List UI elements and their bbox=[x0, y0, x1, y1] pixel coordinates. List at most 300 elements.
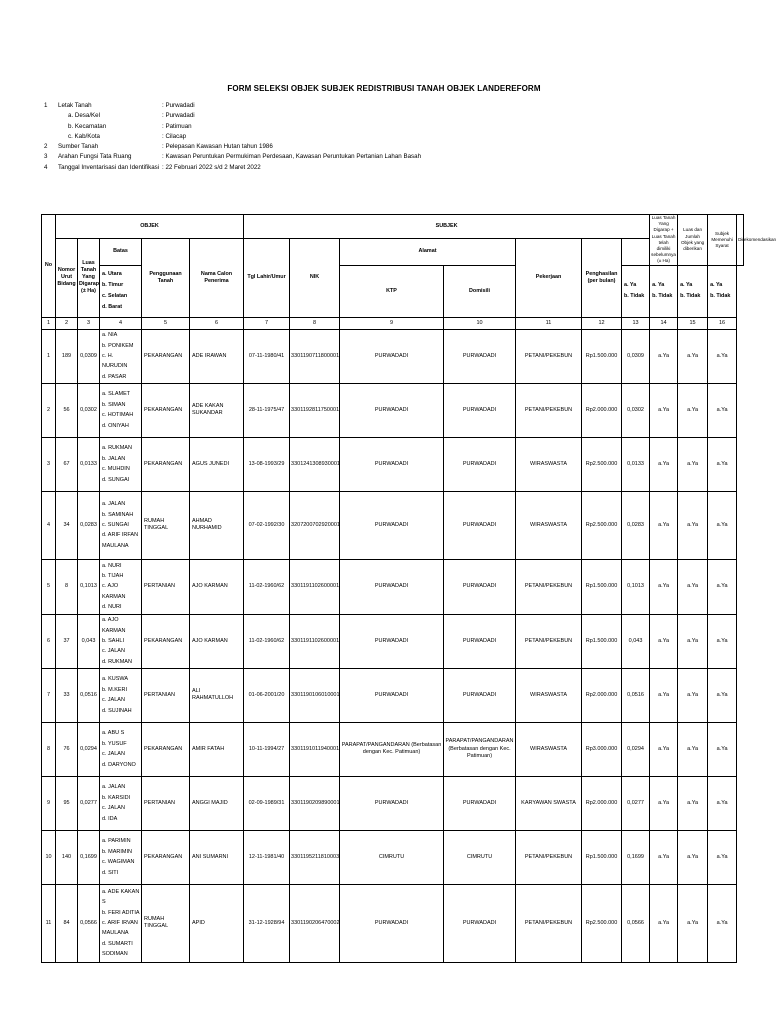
row-direkomendasikan: a.Ya bbox=[708, 830, 737, 884]
table-row bbox=[42, 383, 744, 437]
row-penghasilan: Rp2.500.000 bbox=[582, 491, 622, 559]
batas-line: d. ARIF IRFAN bbox=[102, 532, 139, 539]
table-row bbox=[42, 491, 744, 559]
row-direkomendasikan: a.Ya bbox=[708, 722, 737, 776]
row-no: 7 bbox=[42, 668, 56, 722]
batas-line: c. ARIF IRVAN bbox=[102, 919, 138, 926]
column-number: 13 bbox=[622, 317, 650, 329]
batas-line: d. ONIYAH bbox=[102, 422, 129, 429]
column-number: 1 bbox=[42, 317, 56, 329]
row-batas bbox=[100, 722, 142, 776]
row-penghasilan: Rp2.000.000 bbox=[582, 776, 622, 830]
row-luas-jumlah: a.Ya bbox=[650, 884, 678, 962]
row-pekerjaan: WIRASWASTA bbox=[516, 722, 582, 776]
row-luas: 0,0566 bbox=[78, 884, 100, 962]
column-number: 10 bbox=[444, 317, 516, 329]
row-nama: ADE IRAWAN bbox=[190, 329, 244, 383]
row-penggunaan: PEKARANGAN bbox=[142, 830, 190, 884]
row-luas: 0,043 bbox=[78, 614, 100, 668]
header-nama: Nama Calon Penerima bbox=[190, 239, 244, 318]
info-number: 4 bbox=[44, 163, 48, 171]
batas-line: c. JALAN bbox=[102, 697, 125, 704]
ya-tidak-label: a. Ya bbox=[624, 282, 637, 289]
batas-line: a. JALAN bbox=[102, 501, 126, 508]
header-luas-jumlah: Luas dan Jumlah Objek yang diberikan bbox=[678, 215, 708, 266]
row-domisili: PURWADADI bbox=[444, 776, 516, 830]
row-nomor: 84 bbox=[56, 884, 78, 962]
row-no: 8 bbox=[42, 722, 56, 776]
ya-tidak-label: a. Ya bbox=[710, 282, 723, 289]
batas-line: a. PARIMIN bbox=[102, 838, 131, 845]
row-luas-jumlah: a.Ya bbox=[650, 437, 678, 491]
column-number: 6 bbox=[190, 317, 244, 329]
batas-line: b. KARSIDI bbox=[102, 794, 131, 801]
row-luas-total: 0,1013 bbox=[622, 559, 650, 614]
header-direkomendasikan: Direkomendasikan bbox=[737, 215, 744, 266]
batas-line: d. PASAR bbox=[102, 373, 127, 380]
row-luas-jumlah: a.Ya bbox=[650, 491, 678, 559]
row-nik: 3301191102600001 bbox=[290, 614, 340, 668]
row-ktp: PURWADADI bbox=[340, 437, 444, 491]
batas-line: d. NURI bbox=[102, 604, 122, 611]
ya-tidak-label: a. Ya bbox=[680, 282, 693, 289]
batas-line: b. SIMAN bbox=[102, 401, 126, 408]
header-ktp: KTP bbox=[340, 265, 444, 317]
row-tgl-lahir: 13-08-1993/29 bbox=[244, 437, 290, 491]
row-luas: 0,0277 bbox=[78, 776, 100, 830]
header-ya-tidak-16 bbox=[708, 265, 737, 317]
row-ktp: PURWADADI bbox=[340, 776, 444, 830]
row-tgl-lahir: 07-02-1992/30 bbox=[244, 491, 290, 559]
column-number-row bbox=[42, 317, 744, 329]
batas-line: b. PONIKEM bbox=[102, 342, 134, 349]
batas-line: a. AJO KARMAN bbox=[102, 617, 126, 634]
row-memenuhi-syarat: a.Ya bbox=[678, 383, 708, 437]
row-penghasilan: Rp2.500.000 bbox=[582, 437, 622, 491]
info-number bbox=[44, 122, 58, 132]
row-domisili: PURWADADI bbox=[444, 614, 516, 668]
header-luas: Luas Tanah Yang Digarap (± Ha) bbox=[78, 239, 100, 318]
batas-line: a. KUSWA bbox=[102, 676, 129, 683]
batas-line: d. SUJINAH bbox=[102, 707, 132, 714]
row-pekerjaan: PETANI/PEKEBUN bbox=[516, 383, 582, 437]
row-luas-total: 0,0133 bbox=[622, 437, 650, 491]
row-penggunaan: PERTANIAN bbox=[142, 668, 190, 722]
row-nomor: 8 bbox=[56, 559, 78, 614]
row-batas bbox=[100, 559, 142, 614]
batas-line: a. NURI bbox=[102, 562, 122, 569]
info-row bbox=[44, 152, 421, 162]
header-batas: Batas bbox=[100, 239, 142, 266]
row-nik: 3301190209890001 bbox=[290, 776, 340, 830]
row-penghasilan: Rp1.500.000 bbox=[582, 614, 622, 668]
row-nik: 3301191102600001 bbox=[290, 559, 340, 614]
info-label: a. Desa/Kel bbox=[68, 112, 100, 120]
row-nama: ALI RAHMATULLOH bbox=[190, 668, 244, 722]
batas-line: a. ADE KAKAN S bbox=[102, 888, 140, 906]
info-number: 1 bbox=[44, 102, 48, 109]
row-memenuhi-syarat: a.Ya bbox=[678, 668, 708, 722]
batas-line: d. SITI bbox=[102, 869, 119, 876]
row-pekerjaan: PETANI/PEKEBUN bbox=[516, 884, 582, 962]
row-luas-total: 0,0309 bbox=[622, 329, 650, 383]
row-nomor: 34 bbox=[56, 491, 78, 559]
selection-table bbox=[41, 214, 776, 963]
table-row bbox=[42, 668, 744, 722]
row-luas: 0,0302 bbox=[78, 383, 100, 437]
row-pekerjaan: KARYAWAN SWASTA bbox=[516, 776, 582, 830]
row-direkomendasikan: a.Ya bbox=[708, 329, 737, 383]
row-luas-total: 0,0294 bbox=[622, 722, 650, 776]
header-domisili: Domisili bbox=[444, 265, 516, 317]
column-number: 15 bbox=[678, 317, 708, 329]
row-nama: AJO KARMAN bbox=[190, 614, 244, 668]
info-number bbox=[44, 132, 58, 142]
info-value: : Purwadadi bbox=[162, 102, 195, 109]
row-luas: 0,0133 bbox=[78, 437, 100, 491]
table-row bbox=[42, 830, 744, 884]
row-luas-total: 0,0566 bbox=[622, 884, 650, 962]
header-penggunaan: Penggunaan Tanah bbox=[142, 239, 190, 318]
batas-line: c. JALAN bbox=[102, 805, 125, 812]
row-pekerjaan: WIRASWASTA bbox=[516, 491, 582, 559]
row-tgl-lahir: 28-11-1975/47 bbox=[244, 383, 290, 437]
row-penghasilan: Rp2.000.000 bbox=[582, 668, 622, 722]
table-row bbox=[42, 776, 744, 830]
batas-line: d. SUMARTI bbox=[102, 940, 133, 947]
info-number: 2 bbox=[44, 143, 48, 151]
header-subjek: SUBJEK bbox=[244, 215, 650, 239]
row-pekerjaan: WIRASWASTA bbox=[516, 668, 582, 722]
row-no: 3 bbox=[42, 437, 56, 491]
column-number: 5 bbox=[142, 317, 190, 329]
batas-direction-label: a. Utara bbox=[102, 271, 122, 278]
row-batas bbox=[100, 329, 142, 383]
row-luas-jumlah: a.Ya bbox=[650, 614, 678, 668]
row-batas bbox=[100, 383, 142, 437]
info-row bbox=[44, 142, 421, 152]
row-luas-jumlah: a.Ya bbox=[650, 830, 678, 884]
row-nik: 3301190206470002 bbox=[290, 884, 340, 962]
row-memenuhi-syarat: a.Ya bbox=[678, 329, 708, 383]
row-penggunaan: RUMAH TINGGAL bbox=[142, 884, 190, 962]
row-no: 10 bbox=[42, 830, 56, 884]
row-ktp: PURWADADI bbox=[340, 668, 444, 722]
batas-line: d. SUNGAI bbox=[102, 476, 130, 483]
row-penggunaan: PEKARANGAN bbox=[142, 722, 190, 776]
batas-line: a. RUKMAN bbox=[102, 445, 132, 452]
row-tgl-lahir: 02-09-1989/31 bbox=[244, 776, 290, 830]
table-row bbox=[42, 884, 744, 962]
row-no: 1 bbox=[42, 329, 56, 383]
row-penggunaan: PERTANIAN bbox=[142, 776, 190, 830]
batas-line: b. M.KERI bbox=[102, 686, 128, 693]
row-nomor: 37 bbox=[56, 614, 78, 668]
row-nama: AHMAD NURHAMID bbox=[190, 491, 244, 559]
row-domisili: PURWADADI bbox=[444, 437, 516, 491]
row-batas bbox=[100, 830, 142, 884]
table-row bbox=[42, 559, 744, 614]
row-penggunaan: PEKARANGAN bbox=[142, 329, 190, 383]
batas-line: d. IDA bbox=[102, 815, 118, 822]
column-number: 11 bbox=[516, 317, 582, 329]
row-nomor: 67 bbox=[56, 437, 78, 491]
row-luas-jumlah: a.Ya bbox=[650, 559, 678, 614]
info-value: : Kawasan Peruntukan Permukiman Perdesaan, Kawasan Peruntukan Pertanian Lahan Basah bbox=[162, 153, 422, 161]
row-nama: AGUS JUNEDI bbox=[190, 437, 244, 491]
column-number: 12 bbox=[582, 317, 622, 329]
header-ya-tidak-15 bbox=[678, 265, 708, 317]
row-nik: 3301190106010001 bbox=[290, 668, 340, 722]
row-domisili: PARAPAT/PANGANDARAN (Berbatasan dengan Kec. Patimuan) bbox=[444, 722, 516, 776]
row-nik: 3301192811750001 bbox=[290, 383, 340, 437]
row-penggunaan: PEKARANGAN bbox=[142, 437, 190, 491]
info-label: Tanggal Inventarisasi dan Identifikasi bbox=[58, 163, 160, 171]
row-nama: AJO KARMAN bbox=[190, 559, 244, 614]
row-ktp: CIMRUTU bbox=[340, 830, 444, 884]
table-row bbox=[42, 722, 744, 776]
row-luas-jumlah: a.Ya bbox=[650, 329, 678, 383]
row-tgl-lahir: 01-06-2001/20 bbox=[244, 668, 290, 722]
column-number: 9 bbox=[340, 317, 444, 329]
batas-line: c. WAGIMAN bbox=[102, 859, 135, 866]
batas-line: c. JALAN bbox=[102, 751, 125, 758]
column-number: 16 bbox=[708, 317, 737, 329]
batas-line: c. MUHDIN bbox=[102, 466, 130, 473]
row-nomor: 56 bbox=[56, 383, 78, 437]
header-ya-tidak-14 bbox=[650, 265, 678, 317]
row-no: 9 bbox=[42, 776, 56, 830]
row-penggunaan: PEKARANGAN bbox=[142, 383, 190, 437]
header-no: No bbox=[42, 215, 56, 318]
row-tgl-lahir: 31-12-1928/94 bbox=[244, 884, 290, 962]
batas-line: MAULANA bbox=[102, 542, 129, 549]
row-luas-total: 0,043 bbox=[622, 614, 650, 668]
info-row bbox=[44, 122, 421, 132]
row-no: 11 bbox=[42, 884, 56, 962]
row-pekerjaan: WIRASWASTA bbox=[516, 437, 582, 491]
row-luas-jumlah: a.Ya bbox=[650, 383, 678, 437]
row-luas-jumlah: a.Ya bbox=[650, 722, 678, 776]
row-direkomendasikan: a.Ya bbox=[708, 437, 737, 491]
batas-direction-label: d. Barat bbox=[102, 304, 123, 311]
row-domisili: PURWADADI bbox=[444, 383, 516, 437]
row-luas: 0,0309 bbox=[78, 329, 100, 383]
row-direkomendasikan: a.Ya bbox=[708, 776, 737, 830]
table-row bbox=[42, 437, 744, 491]
row-nik: 3301195211810003 bbox=[290, 830, 340, 884]
info-label: Arahan Fungsi Tata Ruang bbox=[58, 153, 132, 161]
info-row bbox=[44, 132, 421, 142]
row-batas bbox=[100, 437, 142, 491]
row-penghasilan: Rp1.500.000 bbox=[582, 559, 622, 614]
header-pekerjaan: Pekerjaan bbox=[516, 239, 582, 318]
row-nik: 3207200702920001 bbox=[290, 491, 340, 559]
row-memenuhi-syarat: a.Ya bbox=[678, 776, 708, 830]
row-luas: 0,1699 bbox=[78, 830, 100, 884]
info-value: : 22 Februari 2022 s/d 2 Maret 2022 bbox=[162, 163, 261, 171]
row-penghasilan: Rp1.500.000 bbox=[582, 329, 622, 383]
row-luas-total: 0,0283 bbox=[622, 491, 650, 559]
batas-line: b. YUSUF bbox=[102, 740, 127, 747]
row-tgl-lahir: 12-11-1981/40 bbox=[244, 830, 290, 884]
header-memenuhi: Subjek Memenuhi Syarat bbox=[708, 215, 737, 266]
table-row bbox=[42, 614, 744, 668]
row-luas: 0,0283 bbox=[78, 491, 100, 559]
batas-line: b. SAMINAH bbox=[102, 511, 134, 518]
header-nomor: Nomor Urut Bidang bbox=[56, 239, 78, 318]
table-body bbox=[42, 329, 744, 962]
row-no: 5 bbox=[42, 559, 56, 614]
row-pekerjaan: PETANI/PEKEBUN bbox=[516, 329, 582, 383]
row-ktp: PURWADADI bbox=[340, 329, 444, 383]
row-pekerjaan: PETANI/PEKEBUN bbox=[516, 614, 582, 668]
row-luas-total: 0,1699 bbox=[622, 830, 650, 884]
batas-line: SODIMAN bbox=[102, 951, 128, 958]
column-number: 3 bbox=[78, 317, 100, 329]
info-value: : Purwadadi bbox=[162, 112, 195, 120]
row-penghasilan: Rp2.500.000 bbox=[582, 884, 622, 962]
batas-line: b. TIJAH bbox=[102, 573, 124, 580]
table-row bbox=[42, 329, 744, 383]
row-luas: 0,0294 bbox=[78, 722, 100, 776]
column-number: 7 bbox=[244, 317, 290, 329]
row-batas bbox=[100, 776, 142, 830]
batas-direction-label: c. Selatan bbox=[102, 293, 128, 300]
batas-line: b. JALAN bbox=[102, 455, 126, 462]
batas-line: a. NIA bbox=[102, 332, 118, 339]
batas-line: d. DARYONO bbox=[102, 761, 136, 768]
row-direkomendasikan: a.Ya bbox=[708, 383, 737, 437]
row-pekerjaan: PETANI/PEKEBUN bbox=[516, 830, 582, 884]
row-luas-jumlah: a.Ya bbox=[650, 776, 678, 830]
batas-line: a. SLAMET bbox=[102, 391, 131, 398]
row-tgl-lahir: 11-02-1960/62 bbox=[244, 559, 290, 614]
ya-tidak-label: b. Tidak bbox=[710, 293, 731, 300]
batas-line: a. JALAN bbox=[102, 784, 126, 791]
row-nik: 3301241308930001 bbox=[290, 437, 340, 491]
row-nama: ANGGI MAJID bbox=[190, 776, 244, 830]
row-ktp: PURWADADI bbox=[340, 383, 444, 437]
header-ya-tidak-13 bbox=[622, 265, 650, 317]
row-domisili: PURWADADI bbox=[444, 491, 516, 559]
row-batas bbox=[100, 491, 142, 559]
row-luas: 0,1013 bbox=[78, 559, 100, 614]
batas-line: c. HOTIMAH bbox=[102, 412, 134, 419]
row-memenuhi-syarat: a.Ya bbox=[678, 614, 708, 668]
row-direkomendasikan: a.Ya bbox=[708, 559, 737, 614]
info-value: : Patimuan bbox=[162, 122, 192, 130]
row-luas-total: 0,0516 bbox=[622, 668, 650, 722]
ya-tidak-label: b. Tidak bbox=[680, 293, 701, 300]
row-ktp: PURWADADI bbox=[340, 559, 444, 614]
row-no: 6 bbox=[42, 614, 56, 668]
row-ktp: PURWADADI bbox=[340, 614, 444, 668]
info-value: : Cilacap bbox=[162, 132, 187, 140]
row-luas-total: 0,0302 bbox=[622, 383, 650, 437]
header-luas-total: Luas Tanah Yang Digarap + Luas Tanah telah dimiliki sebelumnya (± Ha) bbox=[651, 215, 676, 264]
row-memenuhi-syarat: a.Ya bbox=[678, 559, 708, 614]
row-no: 4 bbox=[42, 491, 56, 559]
form-info bbox=[44, 101, 421, 173]
batas-line: b. FERI ADITIA bbox=[102, 909, 140, 916]
header-tgl: Tgl Lahir/Umur bbox=[244, 239, 290, 318]
info-label: c. Kab/Kota bbox=[68, 132, 100, 140]
row-no: 2 bbox=[42, 383, 56, 437]
column-number: 4 bbox=[100, 317, 142, 329]
row-domisili: PURWADADI bbox=[444, 559, 516, 614]
batas-line: c. H. NURUDIN bbox=[102, 352, 128, 370]
row-nama: ANI SUMARNI bbox=[190, 830, 244, 884]
info-number: 3 bbox=[44, 153, 48, 161]
row-nomor: 140 bbox=[56, 830, 78, 884]
info-number bbox=[44, 111, 58, 121]
batas-line: b. MARIMIN bbox=[102, 848, 132, 855]
batas-line: c. AJO KARMAN bbox=[102, 583, 126, 600]
info-row bbox=[44, 101, 421, 111]
row-nik: 3301190711800001 bbox=[290, 329, 340, 383]
row-direkomendasikan: a.Ya bbox=[708, 884, 737, 962]
batas-line: c. SUNGAI bbox=[102, 521, 129, 528]
row-memenuhi-syarat: a.Ya bbox=[678, 491, 708, 559]
info-label: b. Kecamatan bbox=[68, 122, 107, 130]
row-batas bbox=[100, 884, 142, 962]
column-number: 14 bbox=[650, 317, 678, 329]
header-nik: NIK bbox=[290, 239, 340, 318]
form-title: FORM SELEKSI OBJEK SUBJEK REDISTRIBUSI TANAH OBJEK LANDEREFORM bbox=[227, 84, 541, 93]
row-ktp: PURWADADI bbox=[340, 491, 444, 559]
row-penggunaan: PEKARANGAN bbox=[142, 614, 190, 668]
ya-tidak-label: b. Tidak bbox=[652, 293, 673, 300]
row-nama: APID bbox=[190, 884, 244, 962]
batas-line: b. SAHLI bbox=[102, 637, 125, 644]
row-nama: ADE KAKAN SUKANDAR bbox=[190, 383, 244, 437]
info-value: : Pelepasan Kawasan Hutan tahun 1986 bbox=[162, 143, 273, 151]
row-penggunaan: RUMAH TINGGAL bbox=[142, 491, 190, 559]
row-batas bbox=[100, 614, 142, 668]
batas-line: c. JALAN bbox=[102, 648, 125, 655]
row-batas bbox=[100, 668, 142, 722]
row-penggunaan: PERTANIAN bbox=[142, 559, 190, 614]
row-memenuhi-syarat: a.Ya bbox=[678, 722, 708, 776]
row-nik: 3301191011940001 bbox=[290, 722, 340, 776]
row-penghasilan: Rp1.500.000 bbox=[582, 830, 622, 884]
row-luas: 0,0516 bbox=[78, 668, 100, 722]
row-luas-total: 0,0277 bbox=[622, 776, 650, 830]
row-tgl-lahir: 11-02-1960/62 bbox=[244, 614, 290, 668]
batas-line: d. RUKMAN bbox=[102, 658, 132, 665]
row-domisili: PURWADADI bbox=[444, 668, 516, 722]
row-domisili: PURWADADI bbox=[444, 884, 516, 962]
header-alamat: Alamat bbox=[340, 239, 516, 266]
info-label: Sumber Tanah bbox=[58, 143, 99, 151]
row-tgl-lahir: 10-11-1994/27 bbox=[244, 722, 290, 776]
row-memenuhi-syarat: a.Ya bbox=[678, 884, 708, 962]
row-penghasilan: Rp3.000.000 bbox=[582, 722, 622, 776]
row-nama: AMIR FATAH bbox=[190, 722, 244, 776]
row-direkomendasikan: a.Ya bbox=[708, 491, 737, 559]
batas-line: MAULANA bbox=[102, 930, 129, 937]
row-domisili: CIMRUTU bbox=[444, 830, 516, 884]
header-batas-list bbox=[100, 265, 142, 317]
row-ktp: PARAPAT/PANGANDARAN (Berbatasan dengan Kec. Patimuan) bbox=[340, 722, 444, 776]
row-nomor: 189 bbox=[56, 329, 78, 383]
row-direkomendasikan: a.Ya bbox=[708, 614, 737, 668]
column-number: 8 bbox=[290, 317, 340, 329]
row-tgl-lahir: 07-11-1980/41 bbox=[244, 329, 290, 383]
row-penghasilan: Rp2.000.000 bbox=[582, 383, 622, 437]
header-penghasilan: Penghasilan (per bulan) bbox=[582, 239, 622, 318]
